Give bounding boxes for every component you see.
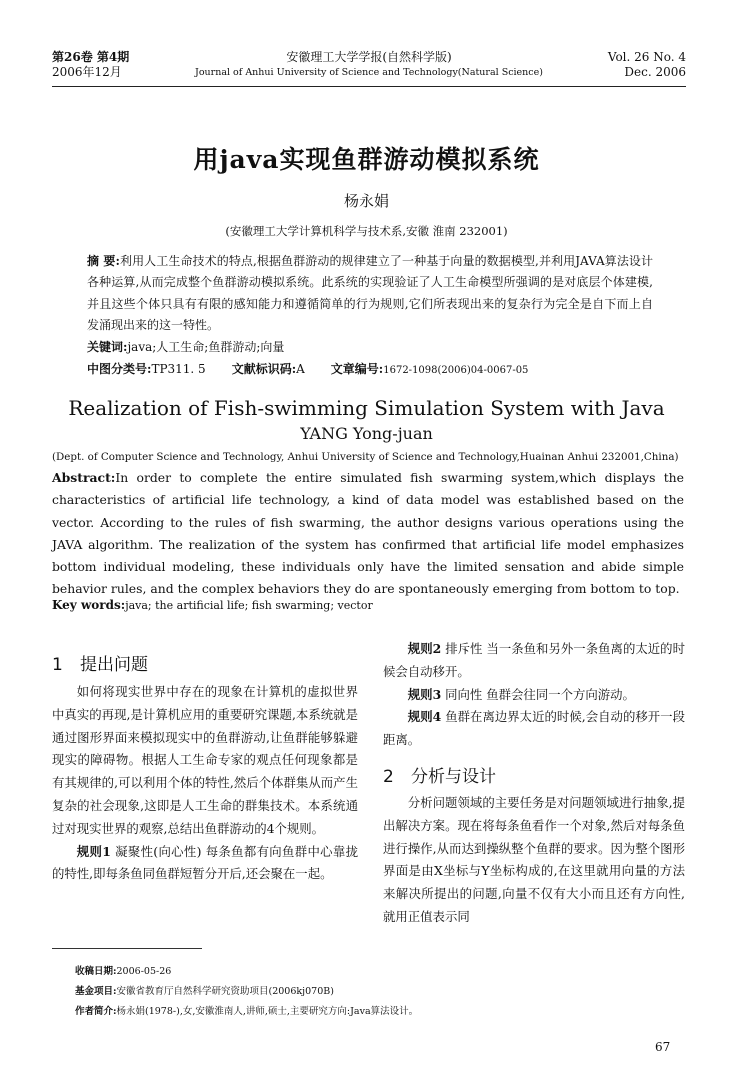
rule-4-label: 规则4 xyxy=(407,709,442,725)
footnote-bio xyxy=(75,1002,675,1022)
header-rule xyxy=(52,86,686,87)
footnote-fund xyxy=(75,982,675,1002)
abstract-zh-text: 利用人工生命技术的特点,根据鱼群游动的规律建立了一种基于向量的数据模型,并利用JAVA算法设计各种运算,从而完成整个鱼群游动模拟系统。此系统的实现验证了人工生命模型所强调的是对底层个体建模,并且这些个体只具有有限的感知能力和遵循简单的行为规则,它们所表现出来的复杂行为完全是自下而上自发涌现出来的这一特性。 xyxy=(87,254,654,333)
abstract-en xyxy=(52,467,684,601)
bio-text: 杨永娟(1978-),女,安徽淮南人,讲师,硕士,主要研究方向:Java算法设计。 xyxy=(116,1006,419,1017)
right-column-rules xyxy=(383,638,685,752)
doc-code-label: 文献标识码: xyxy=(231,362,297,376)
doc-code-value: A xyxy=(296,362,305,376)
paper-title-zh: 用java实现鱼群游动模拟系统 xyxy=(193,145,540,174)
section-2-number: 2 xyxy=(383,767,394,787)
section-2-title: 分析与设计 xyxy=(411,767,496,787)
author-zh: 杨永娟 xyxy=(343,192,389,210)
article-number-label: 文章编号: xyxy=(330,362,384,376)
affiliation-en: (Dept. of Computer Science and Technology, Anhui University of Science and Technology,Huainan Anhui 232001,China) xyxy=(52,451,679,463)
header-volume xyxy=(52,50,172,80)
section-1-number: 1 xyxy=(52,655,63,675)
rule-4 xyxy=(383,706,685,752)
abstract-zh xyxy=(87,251,653,337)
footnote-received xyxy=(75,962,675,982)
rule-1-text: 凝聚性(向心性) 每条鱼都有向鱼群中心靠拢的特性,即每条鱼同鱼群短暂分开后,还会聚在一起。 xyxy=(52,843,358,882)
classification-line xyxy=(87,360,653,380)
footnote-rule xyxy=(52,948,202,949)
clc-label: 中图分类号: xyxy=(87,362,152,376)
rule-4-text: 鱼群在离边界太近的时候,会自动的移开一段距离。 xyxy=(383,709,685,748)
keywords-zh xyxy=(87,338,653,356)
section-2-heading xyxy=(383,762,496,787)
affiliation-zh: (安徽理工大学计算机科学与技术系,安徽 淮南 232001) xyxy=(225,224,508,238)
abstract-en-text: In order to complete the entire simulated fish swarming system,which displays the characteristics of artificial life technology, a kind of data model was established based on the vector. According to the rules of fish swarming, the author designs various operations using the JAVA algorithm. The realization of the system has confirmed that artificial life model emphasizes bottom individual modeling, these individuals only have the limited sensation and abide simple behavior rules, and the complex behaviors they do are spontaneously emerging from bottom to top. xyxy=(52,470,684,597)
header-journal xyxy=(178,50,560,80)
keywords-zh-label: 关键词: xyxy=(87,340,128,354)
keywords-en xyxy=(52,598,684,612)
section-1-heading xyxy=(52,650,148,675)
journal-name-zh: 安徽理工大学学报(自然科学版) xyxy=(286,50,452,64)
keywords-zh-text: java;人工生命;鱼群游动;向量 xyxy=(127,340,285,354)
rule-1 xyxy=(52,841,358,887)
left-column-body xyxy=(52,681,358,886)
footnotes xyxy=(75,962,675,1022)
header-volume-en xyxy=(580,50,686,80)
clc-value: TP311. 5 xyxy=(151,362,206,376)
section-1-paragraph: 如何将现实世界中存在的现象在计算机的虚拟世界中真实的再现,是计算机应用的重要研究课题,本系统就是通过图形界面来模拟现实中的鱼群游动,让鱼群能够躲避现实的障碍物。根据人工生命专家的观点任何现象都是有其规律的,可以利用个体的特性,然后个体群集从而产生复杂的社会现象,这即是人工生命的群集技术。本系统通过对现实世界的观察,总结出鱼群游动的4个规则。 xyxy=(52,684,358,836)
received-label: 收稿日期: xyxy=(75,966,117,977)
page-number: 67 xyxy=(655,1040,671,1054)
fund-text: 安徽省教育厅自然科学研究资助项目(2006kj070B) xyxy=(116,986,334,997)
rule-1-label: 规则1 xyxy=(76,843,111,859)
date-zh: 2006年12月 xyxy=(52,65,122,79)
keywords-en-text: java; the artificial life; fish swarming; vector xyxy=(125,599,373,612)
rule-2-label: 规则2 xyxy=(407,641,442,656)
volume-issue-en: Vol. 26 No. 4 xyxy=(607,50,686,64)
volume-issue-zh: 第26卷 第4期 xyxy=(52,50,130,64)
paper-title-en: Realization of Fish-swimming Simulation System with Java xyxy=(68,396,665,420)
rule-3-text: 同向性 鱼群会往同一个方向游动。 xyxy=(441,686,635,702)
received-date: 2006-05-26 xyxy=(116,966,172,977)
section-1-title: 提出问题 xyxy=(80,655,148,675)
abstract-en-label: Abstract: xyxy=(52,470,116,485)
author-en: YANG Yong-juan xyxy=(300,424,433,443)
date-en: Dec. 2006 xyxy=(624,65,686,79)
fund-label: 基金项目: xyxy=(75,986,117,997)
abstract-zh-label: 摘 要: xyxy=(87,254,120,268)
article-number-value: 1672-1098(2006)04-0067-05 xyxy=(383,365,529,376)
bio-label: 作者简介: xyxy=(75,1006,117,1017)
rule-2 xyxy=(383,638,685,684)
rule-3 xyxy=(383,684,685,707)
rule-3-label: 规则3 xyxy=(407,686,442,702)
section-2-body xyxy=(383,792,685,929)
keywords-en-label: Key words: xyxy=(52,598,126,612)
section-2-paragraph: 分析问题领域的主要任务是对问题领域进行抽象,提出解决方案。现在将每条鱼看作一个对象,然后对每条鱼进行操作,从而达到操纵整个鱼群的要求。因为整个图形界面是由X坐标与Y坐标构成的,在这里就用向量的方法来解决所提出的问题,向量不仅有大小而且还有方向性,就用正值表示同 xyxy=(383,795,685,924)
rule-2-text: 排斥性 当一条鱼和另外一条鱼离的太近的时候会自动移开。 xyxy=(383,641,685,679)
journal-name-en: Journal of Anhui University of Science and Technology(Natural Science) xyxy=(195,67,543,78)
